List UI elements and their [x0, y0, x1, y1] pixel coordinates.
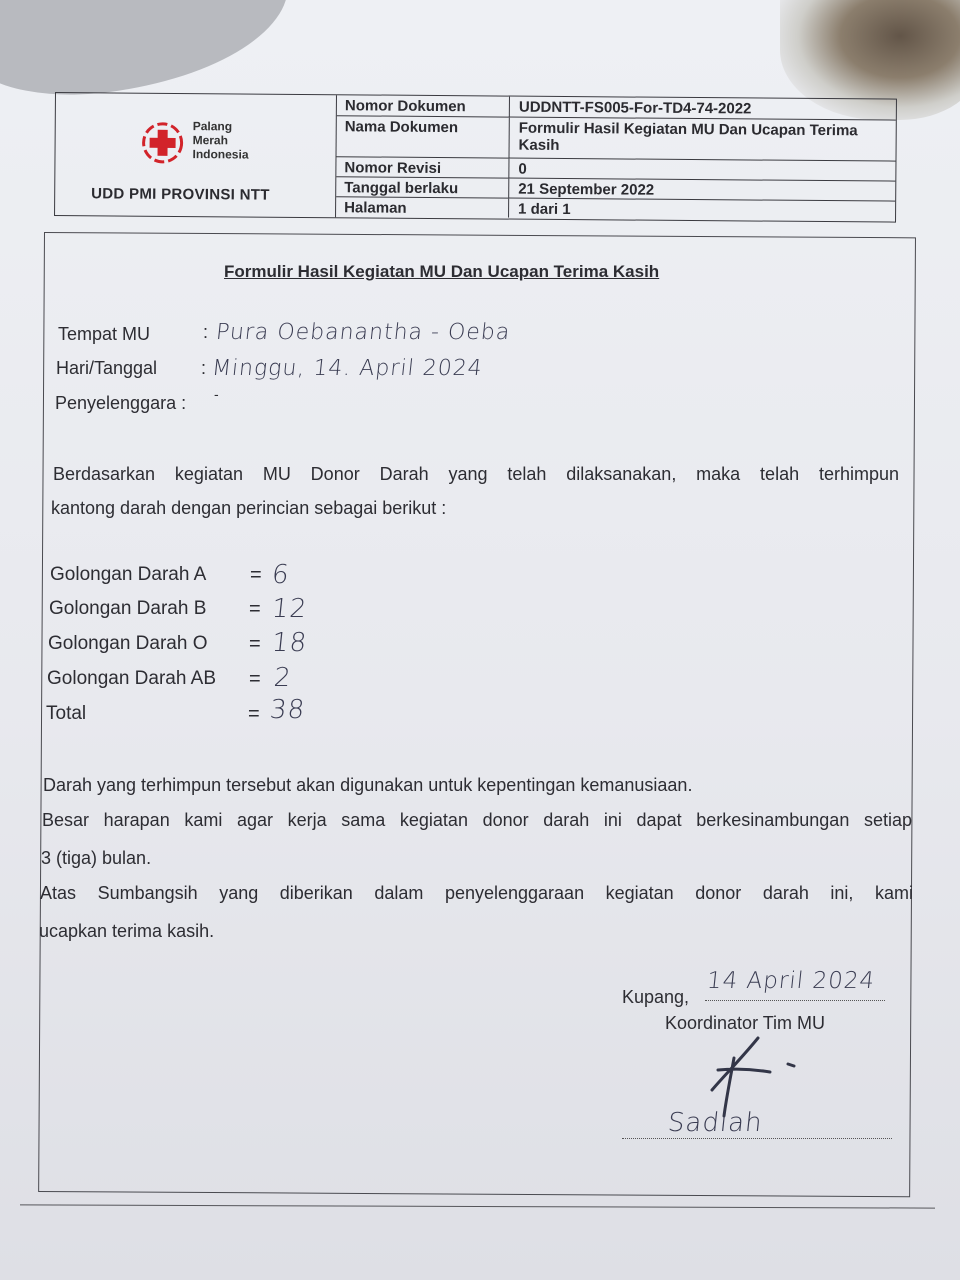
field-colon: : [201, 358, 207, 378]
header-row-halaman [336, 197, 895, 220]
blood-label-b: Golongan Darah B [49, 598, 207, 619]
signature-role: Koordinator Tim MU [665, 1013, 826, 1033]
logo-line: Palang [192, 119, 233, 134]
closing-line-3b: ucapkan terima kasih. [39, 921, 215, 941]
equals-sign: = [249, 633, 261, 655]
header-value: UDDNTT-FS005-For-TD4-74-2022 [518, 98, 752, 118]
logo-line: Merah [192, 133, 229, 148]
logo-line: Indonesia [192, 147, 249, 162]
form-title: Formulir Hasil Kegiatan MU Dan Ucapan Terima Kasih [224, 262, 660, 281]
equals-sign: = [249, 598, 261, 620]
signature-date: 14 April 2024 [705, 968, 877, 994]
header-value: Formulir Hasil Kegiatan MU Dan Ucapan Terima Kasih [518, 119, 858, 154]
header-key: Nomor Dokumen [344, 97, 466, 116]
closing-line-2a: Besar harapan kami agar kerja sama kegiatan donor darah ini dapat berkesinambungan setiap [42, 810, 912, 830]
field-label-tempat: Tempat MU [58, 324, 151, 344]
document-header-table [54, 92, 897, 223]
closing-line-2b: 3 (tiga) bulan. [41, 848, 152, 868]
signer-name: Sadiah [666, 1108, 765, 1138]
field-label-tanggal: Hari/Tanggal [56, 358, 158, 378]
blood-value-ab: 2 [272, 663, 294, 693]
blood-label-o: Golongan Darah O [48, 633, 208, 654]
blood-value-b: 12 [270, 594, 309, 624]
blood-value-o: 18 [270, 628, 309, 658]
closing-line-3a: Atas Sumbangsih yang diberikan dalam penyelenggaraan kegiatan donor darah ini, kami [40, 883, 913, 903]
blood-value-a: 6 [270, 560, 292, 590]
logo-cell [55, 93, 337, 217]
equals-sign: = [248, 703, 260, 725]
signature-mark [700, 1030, 810, 1120]
equals-sign: = [250, 564, 262, 586]
signature-place: Kupang, [622, 987, 690, 1007]
header-value: 0 [518, 160, 527, 178]
field-value-penyelenggara: - [214, 386, 219, 402]
header-value: 21 September 2022 [518, 180, 655, 199]
field-value-tempat: Pura Oebanantha - Oeba [214, 320, 512, 345]
red-cross-icon [141, 122, 183, 164]
header-key: Tanggal berlaku [344, 179, 459, 198]
name-dotted-line [622, 1138, 892, 1139]
field-colon: : [203, 322, 209, 342]
date-dotted-line [705, 1000, 885, 1001]
equals-sign: = [249, 668, 261, 690]
blood-label-ab: Golongan Darah AB [47, 668, 217, 689]
header-key: Nomor Revisi [344, 159, 442, 178]
organization-name: UDD PMI PROVINSI NTT [91, 185, 270, 204]
blood-label-total: Total [46, 703, 87, 724]
header-value: 1 dari 1 [518, 200, 571, 219]
field-label-penyelenggara: Penyelenggara : [55, 393, 187, 413]
header-key: Halaman [344, 199, 407, 217]
header-row-nama-dokumen [336, 116, 895, 161]
blood-value-total: 38 [268, 695, 307, 725]
intro-line-1: Berdasarkan kegiatan MU Donor Darah yang telah dilaksanakan, maka telah terhimpun [53, 464, 899, 484]
closing-line-1: Darah yang terhimpun tersebut akan digunakan untuk kepentingan kemanusiaan. [43, 775, 693, 795]
intro-line-2: kantong darah dengan perincian sebagai berikut : [51, 498, 447, 518]
field-value-tanggal: Minggu, 14. April 2024 [210, 356, 484, 381]
logo-text [192, 119, 248, 161]
blood-label-a: Golongan Darah A [50, 564, 207, 585]
header-key: Nama Dokumen [344, 118, 459, 137]
